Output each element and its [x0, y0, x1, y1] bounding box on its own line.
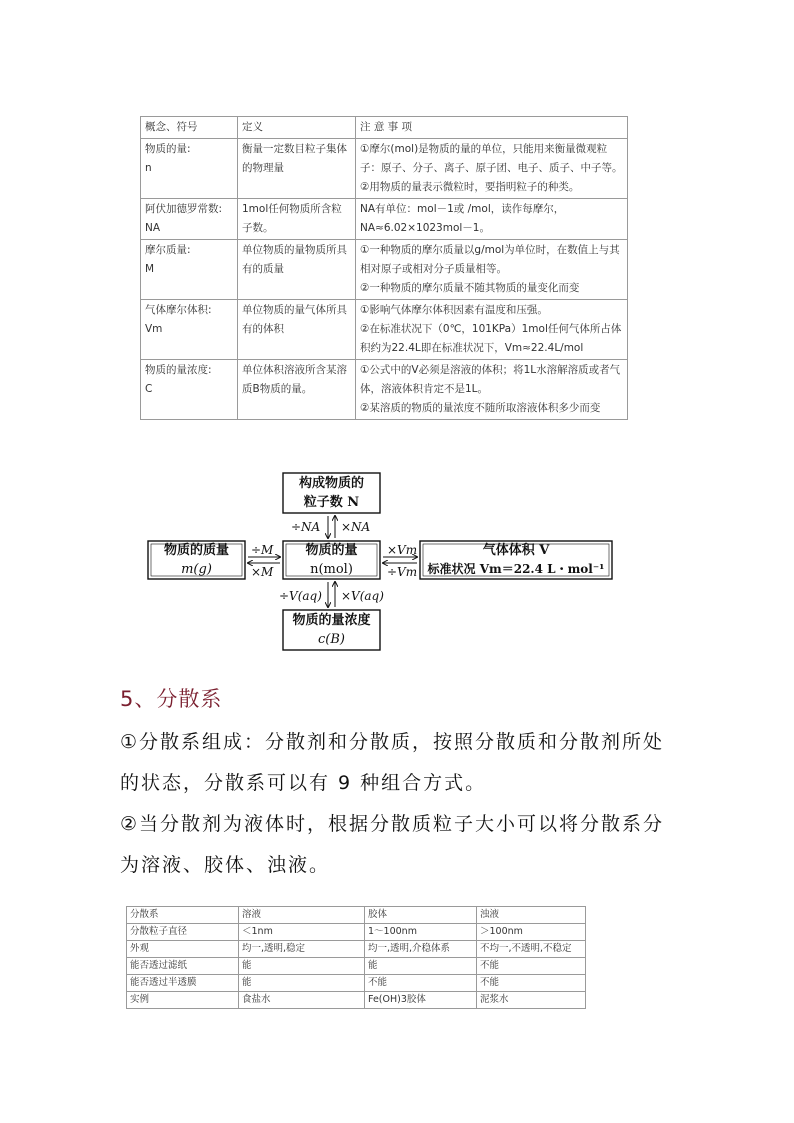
concept-cell: 气体摩尔体积: Vm	[141, 300, 238, 360]
divide-vm-label: ÷Vm	[387, 565, 418, 579]
gas-volume-box	[420, 541, 612, 579]
concept-cell: 摩尔质量: M	[141, 240, 238, 300]
table-cell: 能	[239, 975, 365, 992]
box-line: n(mol)	[310, 562, 353, 577]
table-cell: Fe(OH)3胶体	[365, 992, 477, 1009]
multiply-vm-label: ×Vm	[387, 543, 418, 557]
table-cell: 泥浆水	[477, 992, 586, 1009]
table-cell: 不能	[477, 958, 586, 975]
table-row	[141, 360, 628, 420]
divide-na-label: ÷NA	[291, 520, 321, 534]
divide-m-label: ÷M	[251, 543, 274, 557]
table-row	[127, 975, 586, 992]
concept-cell: 物质的量浓度: C	[141, 360, 238, 420]
definition-cell: 单位物质的量物质所具有的质量	[238, 240, 356, 300]
table-row	[127, 924, 586, 941]
concepts-table	[140, 116, 628, 420]
mole-relation-diagram	[145, 470, 615, 660]
concept-cell: 阿伏加德罗常数: NA	[141, 199, 238, 240]
definition-cell: 1mol任何物质所含粒子数。	[238, 199, 356, 240]
table-cell: 均一,透明,介稳体系	[365, 941, 477, 958]
table-row	[127, 941, 586, 958]
box-line: 粒子数 N	[303, 495, 360, 510]
concentration-box	[283, 611, 380, 649]
box-line: c(B)	[318, 632, 345, 647]
box-line: 构成物质的	[298, 476, 364, 491]
notes-cell: ①摩尔(mol)是物质的量的单位，只能用来衡量微观粒子：原子、分子、离子、原子团、电子、质子、中子等。 ②用物质的量表示微粒时，要指明粒子的种类。	[356, 139, 628, 199]
table-cell: 能否透过半透膜	[127, 975, 239, 992]
notes-cell: ①一种物质的摩尔质量以g/mol为单位时，在数值上与其相对原子或相对分子质量相等。 ②一种物质的摩尔质量不随其物质的量变化而变	[356, 240, 628, 300]
table-cell: 能否透过滤纸	[127, 958, 239, 975]
divide-vaq-label: ÷V(aq)	[279, 589, 322, 603]
table-cell: 能	[365, 958, 477, 975]
table-cell: 不能	[365, 975, 477, 992]
table-cell: 均一,透明,稳定	[239, 941, 365, 958]
particle-number-box	[283, 474, 380, 512]
multiply-m-label: ×M	[251, 565, 274, 579]
table-row	[141, 199, 628, 240]
box-line: 物质的量	[305, 543, 358, 558]
header-cell: 注 意 事 项	[356, 117, 628, 139]
header-cell: 胶体	[365, 907, 477, 924]
table-row	[141, 139, 628, 199]
box-line: 气体体积 V	[482, 543, 550, 558]
mass-box	[148, 541, 245, 579]
definition-cell: 衡量一定数目粒子集体的物理量	[238, 139, 356, 199]
dispersion-table	[126, 906, 586, 1009]
amount-box	[283, 541, 380, 579]
table-row	[127, 992, 586, 1009]
table-cell: 不能	[477, 975, 586, 992]
header-cell: 浊液	[477, 907, 586, 924]
table-row	[127, 958, 586, 975]
notes-cell: ①公式中的V必须是溶液的体积；将1L水溶解溶质或者气体，溶液体积肯定不是1L。 ②某溶质的物质的量浓度不随所取溶液体积多少而变	[356, 360, 628, 420]
header-cell: 溶液	[239, 907, 365, 924]
paragraph-classification: ②当分散剂为液体时，根据分散质粒子大小可以将分散系分为溶液、胶体、浊液。	[120, 813, 665, 876]
box-line: 物质的质量	[163, 543, 229, 558]
table-cell: 不均一,不透明,不稳定	[477, 941, 586, 958]
table-cell: 外观	[127, 941, 239, 958]
table-cell: 分散粒子直径	[127, 924, 239, 941]
table-cell: ＞100nm	[477, 924, 586, 941]
notes-cell: ①影响气体摩尔体积因素有温度和压强。 ②在标准状况下（0℃，101KPa）1mol任何气体所占体积约为22.4L即在标准状况下，Vm≈22.4L/mol	[356, 300, 628, 360]
table-header-row	[127, 907, 586, 924]
box-line: 标准状况 Vm＝22.4 L・mol⁻¹	[427, 562, 605, 576]
table-row	[141, 300, 628, 360]
header-cell: 概念、符号	[141, 117, 238, 139]
box-line: m(g)	[181, 562, 212, 577]
header-cell: 定义	[238, 117, 356, 139]
table-row	[141, 240, 628, 300]
box-line: 物质的量浓度	[292, 613, 371, 628]
multiply-na-label: ×NA	[341, 520, 371, 534]
section-title: 5、分散系	[120, 687, 223, 711]
notes-cell: NA有单位：mol－1或 /mol，读作每摩尔， NA≈6.02×1023mol－1。	[356, 199, 628, 240]
table-header-row	[141, 117, 628, 139]
concept-cell: 物质的量: n	[141, 139, 238, 199]
table-cell: 食盐水	[239, 992, 365, 1009]
definition-cell: 单位体积溶液所含某溶质B物质的量。	[238, 360, 356, 420]
table-cell: 实例	[127, 992, 239, 1009]
paragraph-composition: ①分散系组成：分散剂和分散质，按照分散质和分散剂所处的状态，分散系可以有 9 种组合方式。	[120, 731, 665, 794]
multiply-vaq-label: ×V(aq)	[341, 589, 384, 603]
table-cell: 1～100nm	[365, 924, 477, 941]
definition-cell: 单位物质的量气体所具有的体积	[238, 300, 356, 360]
header-cell: 分散系	[127, 907, 239, 924]
table-cell: 能	[239, 958, 365, 975]
table-cell: ＜1nm	[239, 924, 365, 941]
